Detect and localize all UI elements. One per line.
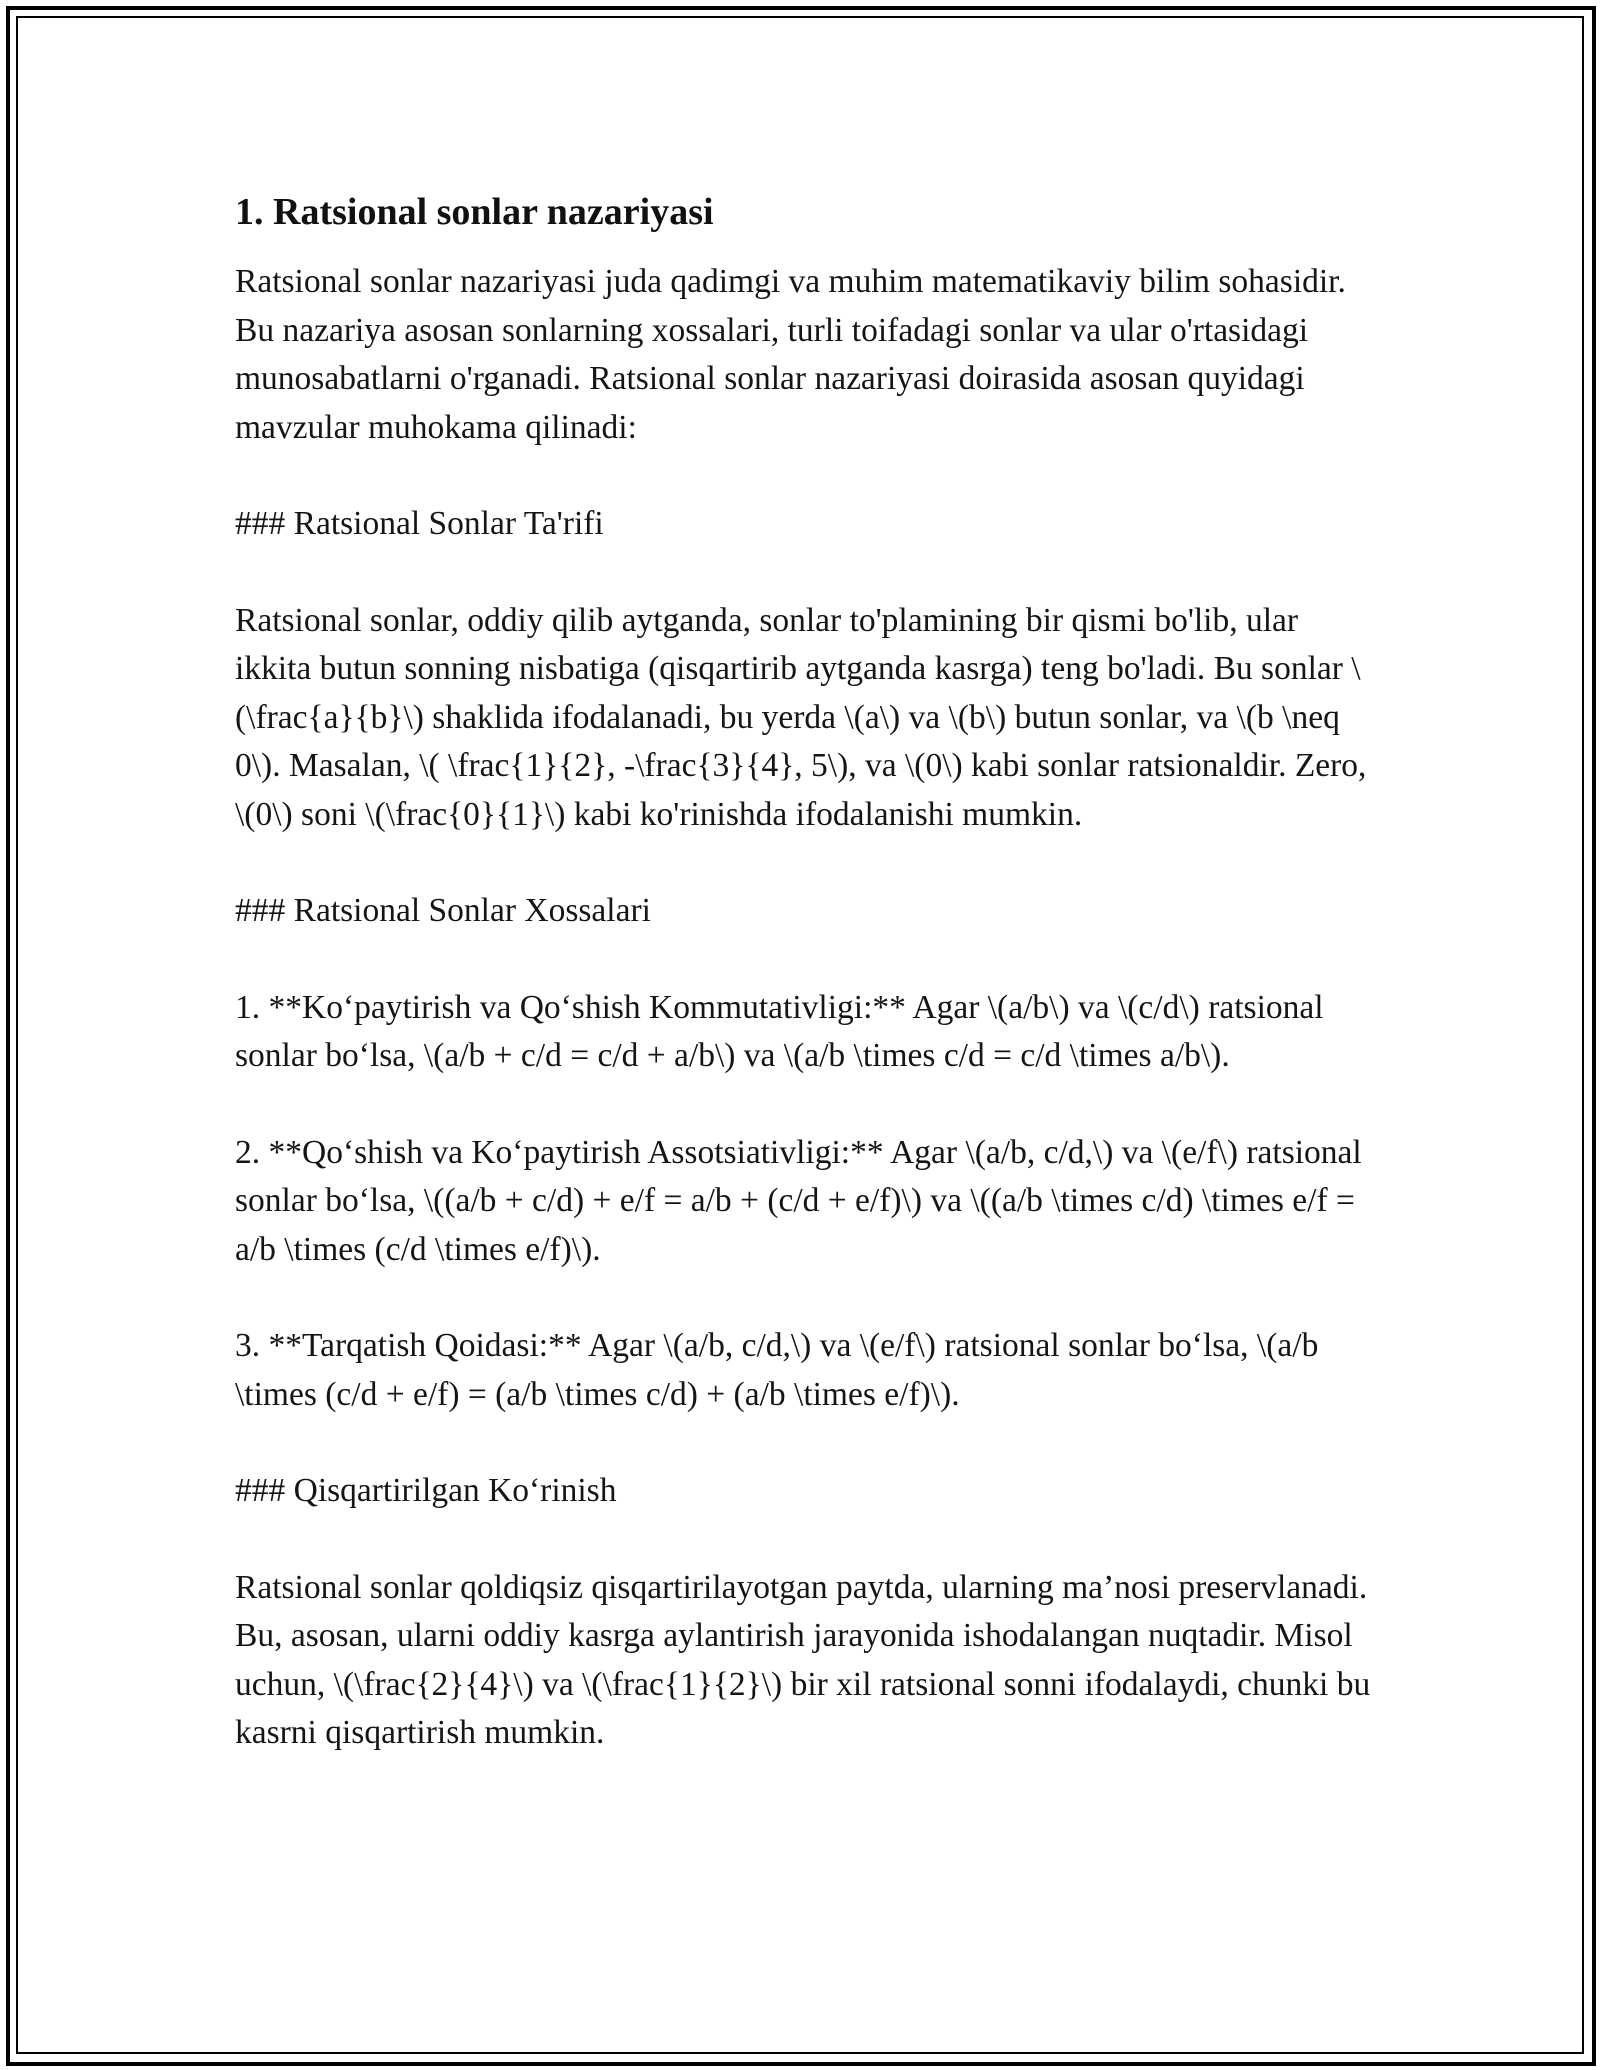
section-heading-properties: ### Ratsional Sonlar Xossalari xyxy=(235,892,651,929)
document-title: 1. Ratsional sonlar nazariyasi xyxy=(235,191,714,233)
document-body xyxy=(235,186,1375,1758)
property-item-commutativity: 1. **Ko‘paytirish va Qo‘shish Kommutativligi:** Agar \(a/b\) va \(c/d\) ratsional sonlar bo‘lsa, \(a/b + c/d = c/d + a/b\) va \(a/b \times c/d = c/d \times a/b\). xyxy=(235,988,1324,1074)
intro-paragraph: Ratsional sonlar nazariyasi juda qadimgi va muhim matematikaviy bilim sohasidir. Bu nazariya asosan sonlarning xossalari, turli toifadagi sonlar va ular o'rtasidagi munosabatlarni o'rganadi. Ratsional sonlar nazariyasi doirasida asosan quyidagi mavzular muhokama qilinadi: xyxy=(235,263,1346,446)
definition-paragraph: Ratsional sonlar, oddiy qilib aytganda, sonlar to'plamining bir qismi bo'lib, ular ikkita butun sonning nisbatiga (qisqartirib aytganda kasrga) teng bo'ladi. Bu sonlar \(\frac{a}{b}\) shaklida ifodalanadi, bu yerda \(a\) va \(b\) butun sonlar, va \(b \neq 0\). Masalan, \( \frac{1}{2}, -\frac{3}{4}, 5\), va \(0\) kabi sonlar ratsionaldir. Zero, \(0\) soni \(\frac{0}{1}\) kabi ko'rinishda ifodalanishi mumkin. xyxy=(235,601,1367,833)
section-heading-reduced-form: ### Qisqartirilgan Ko‘rinish xyxy=(235,1472,617,1509)
property-item-associativity: 2. **Qo‘shish va Ko‘paytirish Assotsiativligi:** Agar \(a/b, c/d,\) va \(e/f\) ratsional sonlar bo‘lsa, \((a/b + c/d) + e/f = a/b + (c/d + e/f)\) va \((a/b \times c/d) \times e/f = a/b \times (c/d \times e/f)\). xyxy=(235,1133,1362,1268)
section-heading-definition: ### Ratsional Sonlar Ta'rifi xyxy=(235,505,604,542)
property-item-distributivity: 3. **Tarqatish Qoidasi:** Agar \(a/b, c/d,\) va \(e/f\) ratsional sonlar bo‘lsa, \(a/b \times (c/d + e/f) = (a/b \times c/d) + (a/b \times e/f)\). xyxy=(235,1327,1319,1413)
reduced-form-paragraph: Ratsional sonlar qoldiqsiz qisqartirilayotgan paytda, ularning ma’nosi preservlanadi. Bu, asosan, ularni oddiy kasrga aylantirish jarayonida ishodalangan nuqtadir. Misol uchun, \(\frac{2}{4}\) va \(\frac{1}{2}\) bir xil ratsional sonni ifodalaydi, chunki bu kasrni qisqartirish mumkin. xyxy=(235,1568,1371,1751)
